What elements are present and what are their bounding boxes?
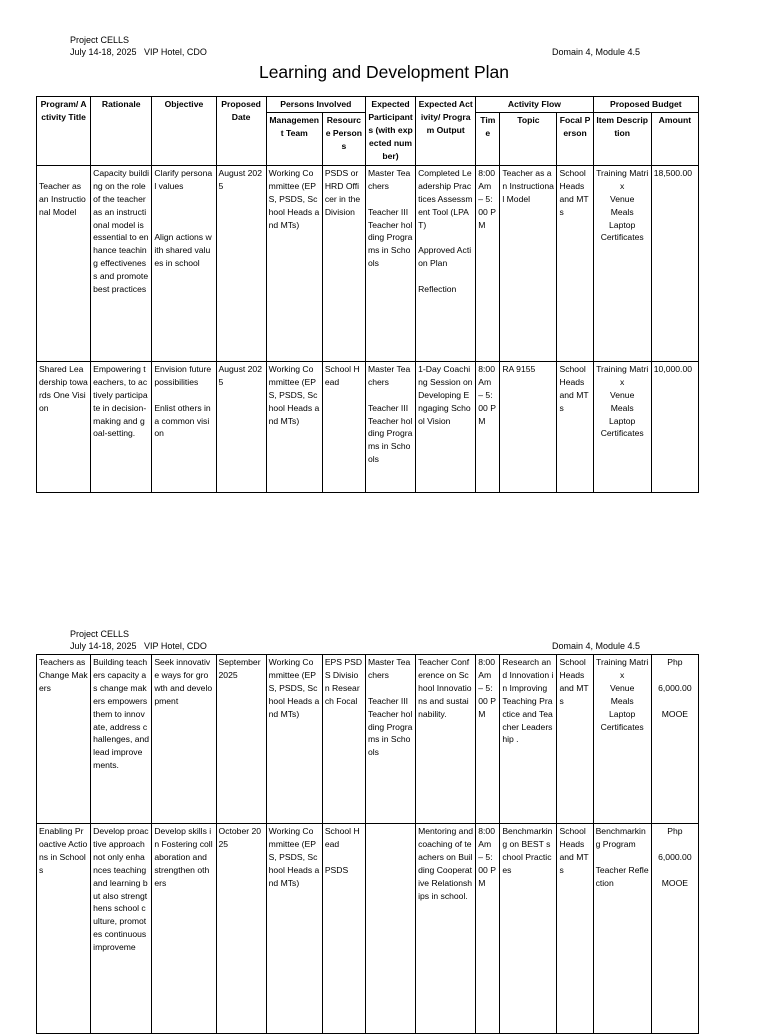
management-team-cell: Working Committee (EPS, PSDS, School Heads and MTs)	[266, 361, 322, 492]
participants-cell	[365, 361, 415, 492]
output-text: Completed Leadership Practices Assessment Tool (LPAT)	[418, 167, 473, 230]
proposed-date-cell: October 2025	[216, 824, 266, 1034]
plan-table-page2	[36, 654, 699, 1034]
time-cell: 8:00 Am – 5:00 PM	[476, 655, 500, 824]
rationale-cell: Building teachers capacity as change makers empowers them to innovate, address challenges, and lead improvements.	[91, 655, 152, 824]
output-cell	[416, 165, 476, 361]
resource-person-cell: School Head	[322, 361, 365, 492]
project-name: Project CELLS	[70, 35, 130, 45]
header-expected-output: Expected Activity/ Program Output	[416, 97, 476, 166]
header-objective: Objective	[152, 97, 216, 166]
header-time: Time	[476, 112, 500, 165]
topic-cell: Teacher as an Instructional Model	[500, 165, 557, 361]
participants-text: Teacher III Teacher holding Programs in Schools	[367, 695, 413, 758]
item-description-cell	[593, 165, 651, 361]
management-team-cell: Working Committee (EPS, PSDS, School Heads and MTs)	[266, 165, 322, 361]
header-amount: Amount	[651, 112, 698, 165]
project-name: Project CELLS	[70, 629, 130, 639]
amount-value: 6,000.00	[658, 682, 692, 693]
program-title: Shared Leadership towards One Vision	[37, 361, 91, 492]
budget-item: Training Matrix	[596, 363, 649, 387]
budget-item: Certificates	[600, 721, 644, 732]
objective-text: Clarify personal values	[154, 167, 213, 191]
header-topic: Topic	[500, 112, 557, 165]
topic-cell: Benchmarking on BEST school Practices	[500, 824, 557, 1034]
amount-currency: Php	[667, 657, 683, 667]
focal-person-cell: School Heads and MTs	[557, 655, 593, 824]
output-cell: Teacher Conference on School Innovations and sustainability.	[416, 655, 476, 824]
output-cell: 1-Day Coaching Session on Developing Engaging School Vision	[416, 361, 476, 492]
management-team-cell: Working Committee (EPS, PSDS, School Heads and MTs)	[266, 824, 322, 1034]
participants-text: Master Teachers	[367, 167, 411, 191]
date-venue: July 14-18, 2025 VIP Hotel, CDO	[70, 641, 207, 651]
domain-module: Domain 4, Module 4.5	[552, 47, 641, 57]
focal-person-cell: School Heads and MTs	[557, 165, 593, 361]
output-text: Approved Action Plan	[418, 245, 472, 269]
participants-text: Teacher III Teacher holding Programs in Schools	[367, 402, 413, 465]
budget-item: Meals	[610, 695, 634, 706]
header-management-team: Management Team	[266, 112, 322, 165]
program-title: Enabling Proactive Actions in Schools	[37, 824, 91, 1034]
topic-cell: Research and Innovation in Improving Teaching Practice and Teacher Leadership .	[500, 655, 557, 824]
header-item-description: Item Description	[593, 112, 651, 165]
participants-cell	[365, 165, 415, 361]
header-activity-flow: Activity Flow	[476, 97, 593, 113]
header-resource-persons: Resource Persons	[322, 112, 365, 165]
rationale-cell: Develop proactive approach not only enhances teaching and learning but also strengthens school culture, promotes continuous improveme	[91, 824, 152, 1034]
resource-person-cell: EPS PSDS Division Research Focal	[322, 655, 365, 824]
header-proposed-budget: Proposed Budget	[593, 97, 698, 113]
output-cell: Mentoring and coaching of teachers on Building Cooperative Relationships in school.	[416, 824, 476, 1034]
rationale-cell: Capacity building on the role of the teacher as an instructional model is essential to enhance teaching effectiveness and promote best practices	[91, 165, 152, 361]
header-focal-person: Focal Person	[557, 112, 593, 165]
plan-table-page1	[36, 96, 699, 493]
objective-cell	[152, 165, 216, 361]
header-expected-participants: Expected Participants (with expected number)	[365, 97, 415, 166]
budget-item: Laptop	[609, 415, 636, 426]
program-title: Teachers as Change Makers	[37, 655, 91, 824]
objective-text: Enlist others in a common vision	[154, 402, 211, 439]
amount-cell: 10,000.00	[651, 361, 698, 492]
budget-item: Laptop	[609, 219, 636, 230]
budget-item: Meals	[610, 402, 634, 413]
budget-item: Laptop	[609, 708, 636, 719]
resource-text: PSDS	[324, 864, 349, 875]
budget-item: Venue	[609, 193, 635, 204]
header-program: Program/ Activity Title	[37, 97, 91, 166]
resource-person-cell: PSDS or HRD Officer in the Division	[322, 165, 365, 361]
participants-text: Teacher III Teacher holding Programs in Schools	[367, 206, 413, 269]
time-cell: 8:00 Am – 5:00 PM	[476, 165, 500, 361]
budget-item: Benchmarking Program	[595, 826, 646, 849]
program-title: Teacher as an Instructional Model	[37, 165, 91, 361]
item-description-cell	[593, 824, 651, 1034]
participants-cell	[365, 824, 415, 1034]
objective-text: Envision future possibilities	[154, 363, 212, 387]
objective-cell: Seek innovative ways for growth and development	[152, 655, 216, 824]
budget-item: Training Matrix	[596, 167, 649, 191]
amount-value: 6,000.00	[658, 851, 692, 862]
amount-source: MOOE	[661, 708, 688, 719]
resource-text: School Head	[324, 826, 360, 849]
amount-cell	[651, 655, 698, 824]
resource-person-cell	[322, 824, 365, 1034]
management-team-cell: Working Committee (EPS, PSDS, School Heads and MTs)	[266, 655, 322, 824]
proposed-date-cell: September 2025	[216, 655, 266, 824]
budget-item: Meals	[610, 206, 634, 217]
amount-cell: 18,500.00	[651, 165, 698, 361]
amount-source: MOOE	[661, 877, 688, 888]
topic-cell: RA 9155	[500, 361, 557, 492]
amount-cell	[651, 824, 698, 1034]
time-cell: 8:00 Am – 5:00 PM	[476, 361, 500, 492]
amount-currency: Php	[667, 826, 683, 836]
item-description-cell	[593, 655, 651, 824]
budget-item: Venue	[609, 389, 635, 400]
budget-item: Venue	[609, 682, 635, 693]
domain-module: Domain 4, Module 4.5	[552, 641, 641, 651]
table-row	[37, 824, 699, 1034]
focal-person-cell: School Heads and MTs	[557, 361, 593, 492]
table-row	[37, 165, 699, 361]
objective-cell: Develop skills in Fostering collaboration and strengthen others	[152, 824, 216, 1034]
budget-item: Teacher Reflection	[595, 864, 649, 888]
header-proposed-date: Proposed Date	[216, 97, 266, 166]
rationale-cell: Empowering teachers, to actively participate in decision-making and goal-setting.	[91, 361, 152, 492]
output-text: Reflection	[418, 284, 457, 295]
objective-cell	[152, 361, 216, 492]
budget-item: Certificates	[600, 428, 644, 439]
participants-text: Master Teachers	[367, 657, 411, 680]
header-rationale: Rationale	[91, 97, 152, 166]
budget-item: Training Matrix	[596, 657, 649, 680]
budget-item: Certificates	[600, 232, 644, 243]
objective-text: Align actions with shared values in school	[154, 232, 212, 269]
table-row	[37, 361, 699, 492]
page-title: Learning and Development Plan	[258, 62, 510, 82]
table-row	[37, 655, 699, 824]
participants-text: Master Teachers	[367, 363, 411, 387]
focal-person-cell: School Heads and MTs	[557, 824, 593, 1034]
date-venue: July 14-18, 2025 VIP Hotel, CDO	[70, 47, 207, 57]
participants-cell	[365, 655, 415, 824]
time-cell: 8:00 Am – 5:00 PM	[476, 824, 500, 1034]
proposed-date-cell: August 2025	[216, 165, 266, 361]
header-persons-involved: Persons Involved	[266, 97, 365, 113]
item-description-cell	[593, 361, 651, 492]
proposed-date-cell: August 2025	[216, 361, 266, 492]
